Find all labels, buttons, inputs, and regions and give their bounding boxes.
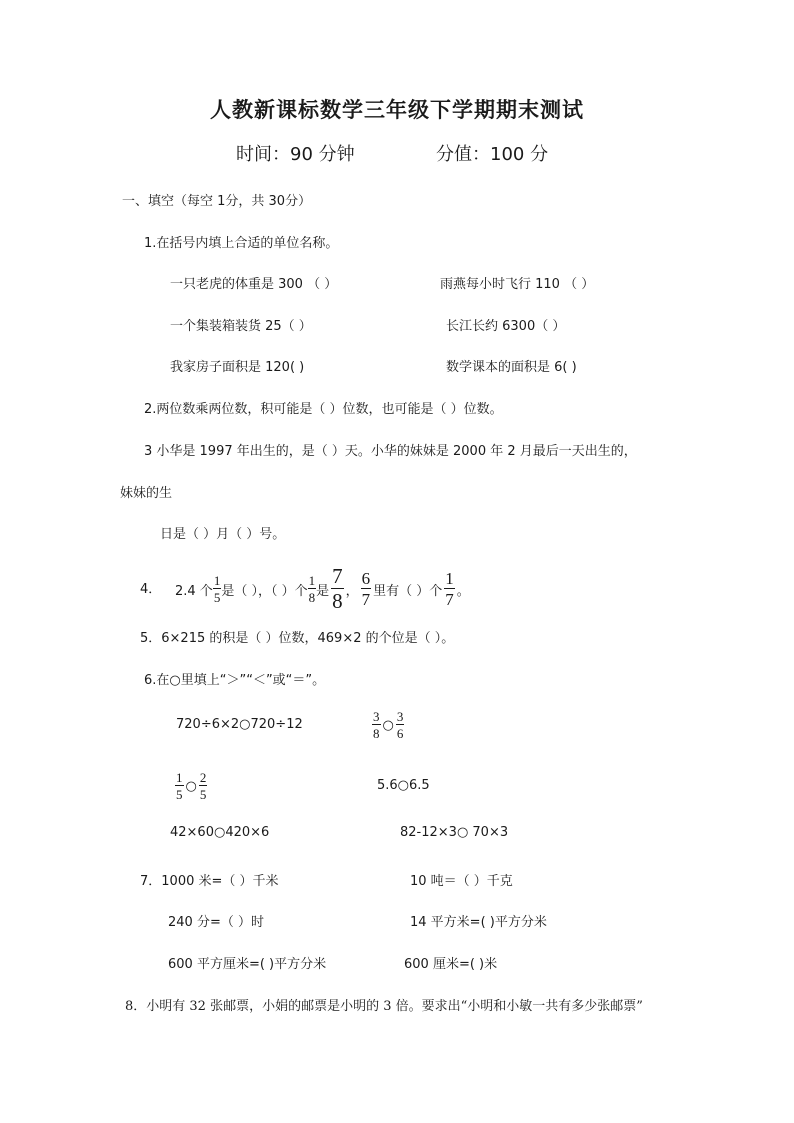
q4-text-1: 2.4 个: [175, 583, 213, 599]
q6-compare-a: 720÷6×2○720÷12: [176, 717, 303, 732]
question-3-line-1: 3 小华是 1997 年出生的，是（ ）天。小华的妹妹是 2000 年 2 月最后一天出生的，: [144, 444, 637, 459]
q7-item-5: 600 平方厘米=( )平方分米: [168, 957, 327, 972]
fraction-one-fifth: $\frac{1}{5}$: [176, 770, 183, 802]
q1-item-book: 数学课本的面积是 6( ): [446, 360, 577, 375]
question-1: 1.在括号内填上合适的单位名称。: [144, 236, 339, 251]
q1-item-tiger: 一只老虎的体重是 300 （ ）: [170, 277, 338, 292]
q6-compare-b: [372, 705, 404, 745]
q7-item-3: 240 分=（ ）时: [168, 915, 264, 930]
question-4: [175, 565, 470, 613]
q1-item-house: 我家房子面积是 120( ): [170, 360, 305, 375]
q6-compare-d: 5.6○6.5: [377, 778, 430, 793]
q7-item-4: 14 平方米=( )平方分米: [410, 915, 547, 930]
q4-text-4: ，: [345, 583, 359, 599]
q7-item-6: 600 厘米=( )米: [404, 957, 498, 972]
q6-compare-f: 82-12×3○ 70×3: [400, 825, 509, 840]
question-6: 6.在○里填上“＞”“＜”或“＝”。: [144, 673, 326, 688]
question-3-line-2: 妹妹的生: [120, 486, 173, 501]
section-heading: 一、填空（每空 1分，共 30分）: [122, 194, 312, 209]
question-3-line-3: 日是（ ）月（ ）号。: [160, 527, 286, 542]
question-5: 5．6×215 的积是（ ）位数，469×2 的个位是（ ）。: [140, 631, 455, 646]
page-title: 人教新课标数学三年级下学期期末测试: [210, 97, 584, 122]
fraction-one-seventh: $\frac{1}{7}$: [445, 569, 454, 609]
fraction-two-fifths: $\frac{2}{5}$: [199, 770, 207, 802]
q4-text-3: 是: [316, 583, 330, 599]
fraction-three-eighths: $\frac{3}{8}$: [373, 709, 380, 741]
q4-text-5: 里有（ ）个: [373, 583, 443, 599]
q1-item-river: 长江长约 6300（ ）: [446, 319, 566, 334]
exam-score: 分值：100 分: [436, 144, 549, 165]
fraction-one-eighth: $\frac{1}{8}$: [308, 573, 316, 605]
fraction-one-fifth: $\frac{1}{5}$: [213, 573, 221, 605]
question-4-number: 4．: [140, 582, 162, 597]
fraction-six-sevenths: $\frac{6}{7}$: [361, 569, 371, 609]
fraction-seven-eighths: $\frac{7}{8}$: [332, 564, 343, 613]
q7-item-1: 7．1000 米=（ ）千米: [140, 874, 279, 889]
q7-item-2: 10 吨＝（ ）千克: [410, 874, 513, 889]
q4-text-2: 是（ ），（ ）个: [221, 583, 308, 599]
q6-compare-c: [175, 766, 207, 806]
compare-circle: ○: [382, 717, 394, 733]
q1-item-swift: 雨燕每小时飞行 110 （ ）: [440, 277, 595, 292]
fraction-three-sixths: $\frac{3}{6}$: [396, 709, 404, 741]
question-2: 2.两位数乘两位数，积可能是（ ）位数，也可能是（ ）位数。: [144, 402, 503, 417]
question-8: 8．小明有 32 张邮票，小娟的邮票是小明的 3 倍。要求出“小明和小敏一共有多少张邮票”: [125, 999, 643, 1014]
compare-circle: ○: [185, 778, 197, 794]
q4-text-6: 。: [456, 583, 470, 599]
q6-compare-e: 42×60○420×6: [170, 825, 270, 840]
exam-time: 时间：90 分钟: [236, 144, 355, 165]
q1-item-container: 一个集装箱装货 25（ ）: [170, 319, 312, 334]
